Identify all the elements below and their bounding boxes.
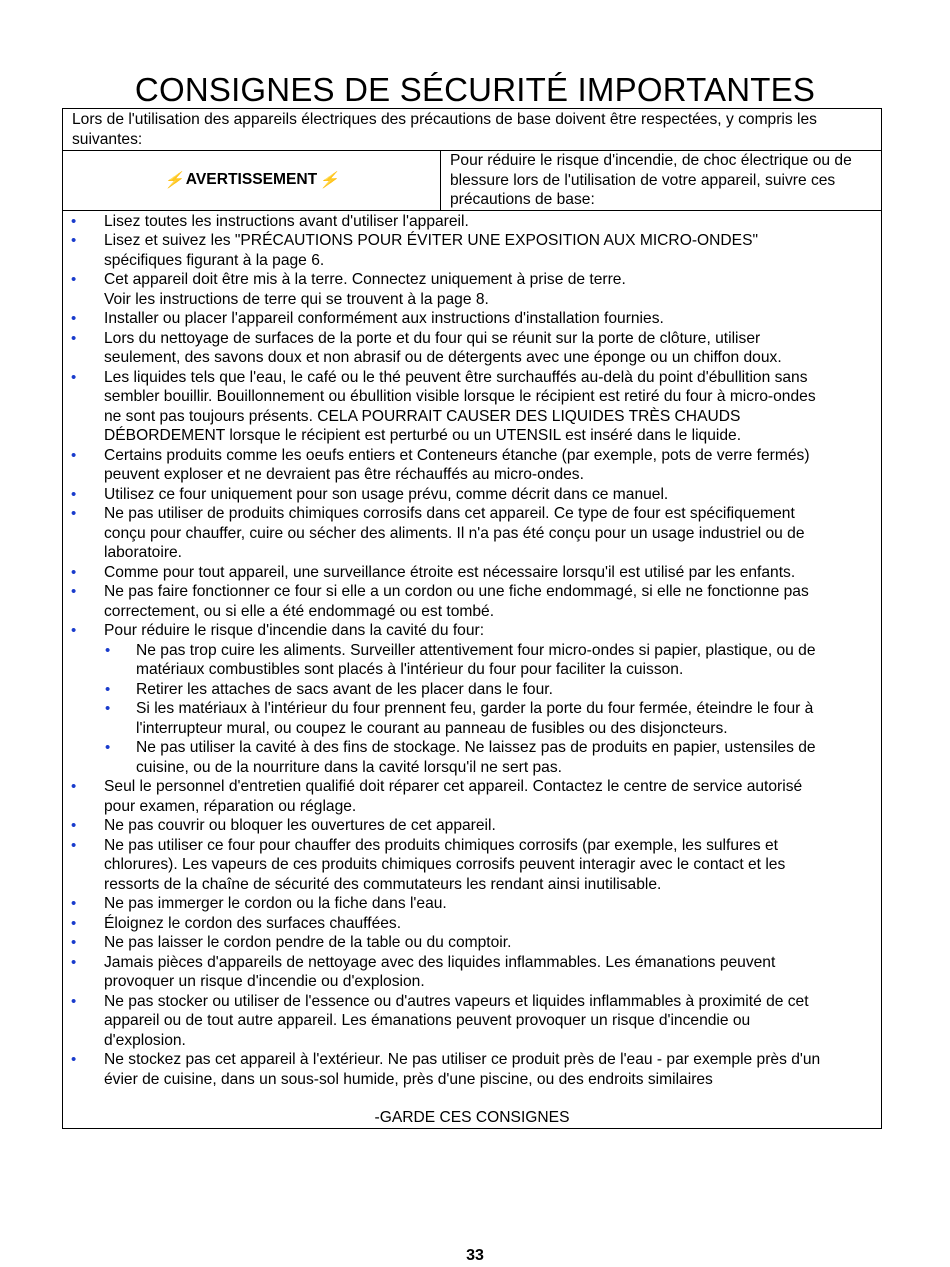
- rule-text-line: Jamais pièces d'appareils de nettoyage avec des liquides inflammables. Les émanations peuvent: [104, 953, 776, 971]
- rule-text-line: Installer ou placer l'appareil conformément aux instructions d'installation fournies.: [104, 310, 664, 327]
- safety-instructions-box: [62, 108, 882, 1129]
- bullet-icon: •: [71, 836, 77, 854]
- rule-text-line: seulement, des savons doux et non abrasif ou de détergents avec une éponge ou un chiffon doux.: [104, 349, 782, 366]
- rule-text-line: DÉBORDEMENT lorsque le récipient est perturbé ou un UTENSIL est inséré dans le liquide.: [104, 427, 742, 444]
- rule-text-line: Ne pas faire fonctionner ce four si elle a un cordon ou une fiche endommagé, si elle ne fonctionne pas: [104, 583, 809, 600]
- rule-text-line: conçu pour chauffer, cuire ou sécher des aliments. Il n'a pas été conçu pour un usage industriel ou de: [104, 524, 805, 542]
- rule-text-line: correctement, ou si elle a été endommagé ou est tombé.: [104, 602, 495, 620]
- rule-text-line: l'interrupteur mural, ou coupez le courant au panneau de fusibles ou des disjoncteurs.: [136, 719, 728, 737]
- rule-text-line: Lisez et suivez les "PRÉCAUTIONS POUR ÉVITER UNE EXPOSITION AUX MICRO-ONDES": [104, 232, 759, 249]
- rule-text-line: Les liquides tels que l'eau, le café ou le thé peuvent être surchauffés au-delà du point d'ébullition sans: [104, 368, 808, 386]
- warning-label-cell: [63, 151, 441, 210]
- bullet-icon: •: [71, 505, 77, 522]
- sub-rule-item: [104, 699, 871, 738]
- rule-text-line: Ne pas couvrir ou bloquer les ouvertures de cet appareil.: [104, 817, 496, 834]
- rule-item: [63, 270, 871, 309]
- sub-rule-item: [104, 738, 871, 777]
- rule-text-line: Ne pas trop cuire les aliments. Surveiller attentivement four micro-ondes si papier, plastique, ou de: [136, 641, 816, 659]
- rule-text-line: Ne pas utiliser ce four pour chauffer des produits chimiques corrosifs (par exemple, les sulfures et: [104, 836, 779, 854]
- rule-item: [63, 1050, 871, 1089]
- rule-item: [63, 309, 871, 329]
- rule-item: [63, 485, 871, 505]
- rule-item: [63, 504, 871, 563]
- rule-item: [63, 231, 871, 270]
- sub-rules-list: [104, 641, 871, 778]
- rule-item: [63, 212, 871, 232]
- rule-text-line: Certains produits comme les oeufs entiers et Conteneurs étanche (par exemple, pots de verre fermés): [104, 446, 810, 464]
- rule-text-line: Si les matériaux à l'intérieur du four prennent feu, garder la porte du four fermée, éteindre le four à: [136, 700, 814, 717]
- rule-item: [63, 777, 871, 816]
- rule-text-line: Voir les instructions de terre qui se trouvent à la page 8.: [104, 290, 489, 308]
- rule-item: [63, 368, 871, 446]
- bullet-icon: •: [105, 700, 111, 717]
- bullet-icon: •: [71, 212, 77, 230]
- rule-text-line: Ne pas stocker ou utiliser de l'essence ou d'autres vapeurs et liquides inflammables à proximité de cet: [104, 992, 809, 1010]
- bullet-icon: •: [71, 914, 77, 932]
- rule-text-line: Pour réduire le risque d'incendie dans la cavité du four:: [104, 622, 485, 639]
- rule-text-line: laboratoire.: [104, 544, 183, 561]
- footer-note: -GARDE CES CONSIGNES: [374, 1109, 570, 1126]
- rule-text-line: Ne pas immerger le cordon ou la fiche dans l'eau.: [104, 895, 447, 912]
- rule-text-line: sembler bouillir. Bouillonnement ou ébullition visible lorsque le récipient est retiré du four à micro-ondes: [104, 388, 816, 405]
- bullet-icon: •: [71, 817, 77, 834]
- bullet-icon: •: [71, 232, 77, 249]
- bullet-icon: •: [71, 368, 77, 386]
- bullet-icon: •: [71, 271, 77, 288]
- rule-item: [63, 582, 871, 621]
- rule-text-line: cuisine, ou de la nourriture dans la cavité lorsqu'il ne sert pas.: [136, 758, 562, 776]
- rule-text-line: Cet appareil doit être mis à la terre. Connectez uniquement à prise de terre.: [104, 271, 626, 288]
- rule-text-line: Éloignez le cordon des surfaces chauffées.: [104, 914, 402, 932]
- bullet-icon: •: [71, 953, 77, 971]
- bullet-icon: •: [71, 622, 77, 639]
- rule-text-line: ressorts de la chaîne de sécurité des commutateurs les rendant ainsi inutilisable.: [104, 875, 662, 893]
- warning-row: [63, 151, 881, 211]
- rule-item: [63, 836, 871, 895]
- rule-text-line: appareil ou de tout autre appareil. Les émanations peuvent provoquer un risque d'incendie ou: [104, 1012, 751, 1029]
- bullet-icon: •: [71, 1051, 77, 1068]
- rule-item: [63, 816, 871, 836]
- bullet-icon: •: [71, 934, 77, 951]
- intro-text: Lors de l'utilisation des appareils électriques des précautions de base doivent être respectées, y compris les suivantes:: [63, 109, 881, 151]
- page-title: CONSIGNES DE SÉCURITÉ IMPORTANTES: [134, 71, 816, 108]
- rule-text-line: Ne pas laisser le cordon pendre de la table ou du comptoir.: [104, 934, 512, 951]
- rule-text-line: ne sont pas toujours présents. CELA POURRAIT CAUSER DES LIQUIDES TRÈS CHAUDS: [104, 407, 741, 425]
- bullet-icon: •: [71, 310, 77, 327]
- bullet-icon: •: [71, 485, 77, 503]
- warning-label: AVERTISSEMENT: [185, 171, 318, 189]
- bullet-icon: •: [71, 895, 77, 912]
- rule-text-line: évier de cuisine, dans un sous-sol humide, près d'une piscine, ou des endroits similaires: [104, 1070, 713, 1088]
- rule-text-line: peuvent exploser et ne devraient pas être réchauffés au micro-ondes.: [104, 466, 584, 483]
- rule-item: [63, 446, 871, 485]
- rule-text-line: d'explosion.: [104, 1031, 186, 1049]
- rule-item: [63, 914, 871, 934]
- rule-text-line: Lisez toutes les instructions avant d'utiliser l'appareil.: [104, 212, 469, 230]
- bullet-icon: •: [71, 329, 77, 347]
- bullet-icon: •: [105, 680, 111, 698]
- sub-rule-item: [104, 641, 871, 680]
- rules-list: [63, 212, 881, 1090]
- bullet-icon: •: [71, 563, 77, 581]
- rule-item: [63, 992, 871, 1051]
- rule-text-line: chlorures). Les vapeurs de ces produits chimiques corrosifs peuvent interagir avec le contact et les: [104, 856, 786, 873]
- rule-text-line: Ne stockez pas cet appareil à l'extérieur. Ne pas utiliser ce produit près de l'eau - par exemple près d'un: [104, 1051, 821, 1068]
- rule-text-line: Ne pas utiliser de produits chimiques corrosifs dans cet appareil. Ce type de four est spécifiquement: [104, 505, 795, 522]
- rule-text-line: Utilisez ce four uniquement pour son usage prévu, comme décrit dans ce manuel.: [104, 485, 669, 503]
- rule-item: [63, 894, 871, 914]
- bullet-icon: •: [71, 778, 77, 795]
- rule-text-line: Lors du nettoyage de surfaces de la porte et du four qui se réunit sur la porte de clôture, utiliser: [104, 329, 761, 347]
- lightning-icon: ⚡: [319, 171, 339, 189]
- lightning-icon: ⚡: [164, 171, 184, 189]
- warning-text: Pour réduire le risque d'incendie, de choc électrique ou de blessure lors de l'utilisation de votre appareil, suivre ces précautions de base:: [450, 152, 852, 208]
- page-number: 33: [466, 1247, 484, 1264]
- rule-text-line: spécifiques figurant à la page 6.: [104, 251, 325, 269]
- bullet-icon: •: [105, 739, 111, 756]
- bullet-icon: •: [105, 641, 111, 659]
- rule-item: [63, 953, 871, 992]
- rule-text-line: Retirer les attaches de sacs avant de les placer dans le four.: [136, 680, 553, 698]
- rule-text-line: Comme pour tout appareil, une surveillance étroite est nécessaire lorsqu'il est utilisé par les enfants.: [104, 563, 796, 581]
- rule-text-line: Ne pas utiliser la cavité à des fins de stockage. Ne laissez pas de produits en papier, ustensiles de: [136, 739, 816, 756]
- rule-text-line: Seul le personnel d'entretien qualifié doit réparer cet appareil. Contactez le centre de service autorisé: [104, 778, 803, 795]
- bullet-icon: •: [71, 992, 77, 1010]
- bullet-icon: •: [71, 446, 77, 464]
- rule-item: [63, 329, 871, 368]
- rule-item: [63, 933, 871, 953]
- rule-item: [63, 563, 871, 583]
- rule-text-line: matériaux combustibles sont placés à l'intérieur du four pour faciliter la cuisson.: [136, 661, 684, 678]
- rule-item: [63, 621, 871, 777]
- rule-text-line: pour examen, réparation ou réglage.: [104, 797, 357, 815]
- bullet-icon: •: [71, 583, 77, 600]
- sub-rule-item: [104, 680, 871, 700]
- rule-text-line: provoquer un risque d'incendie ou d'explosion.: [104, 973, 425, 990]
